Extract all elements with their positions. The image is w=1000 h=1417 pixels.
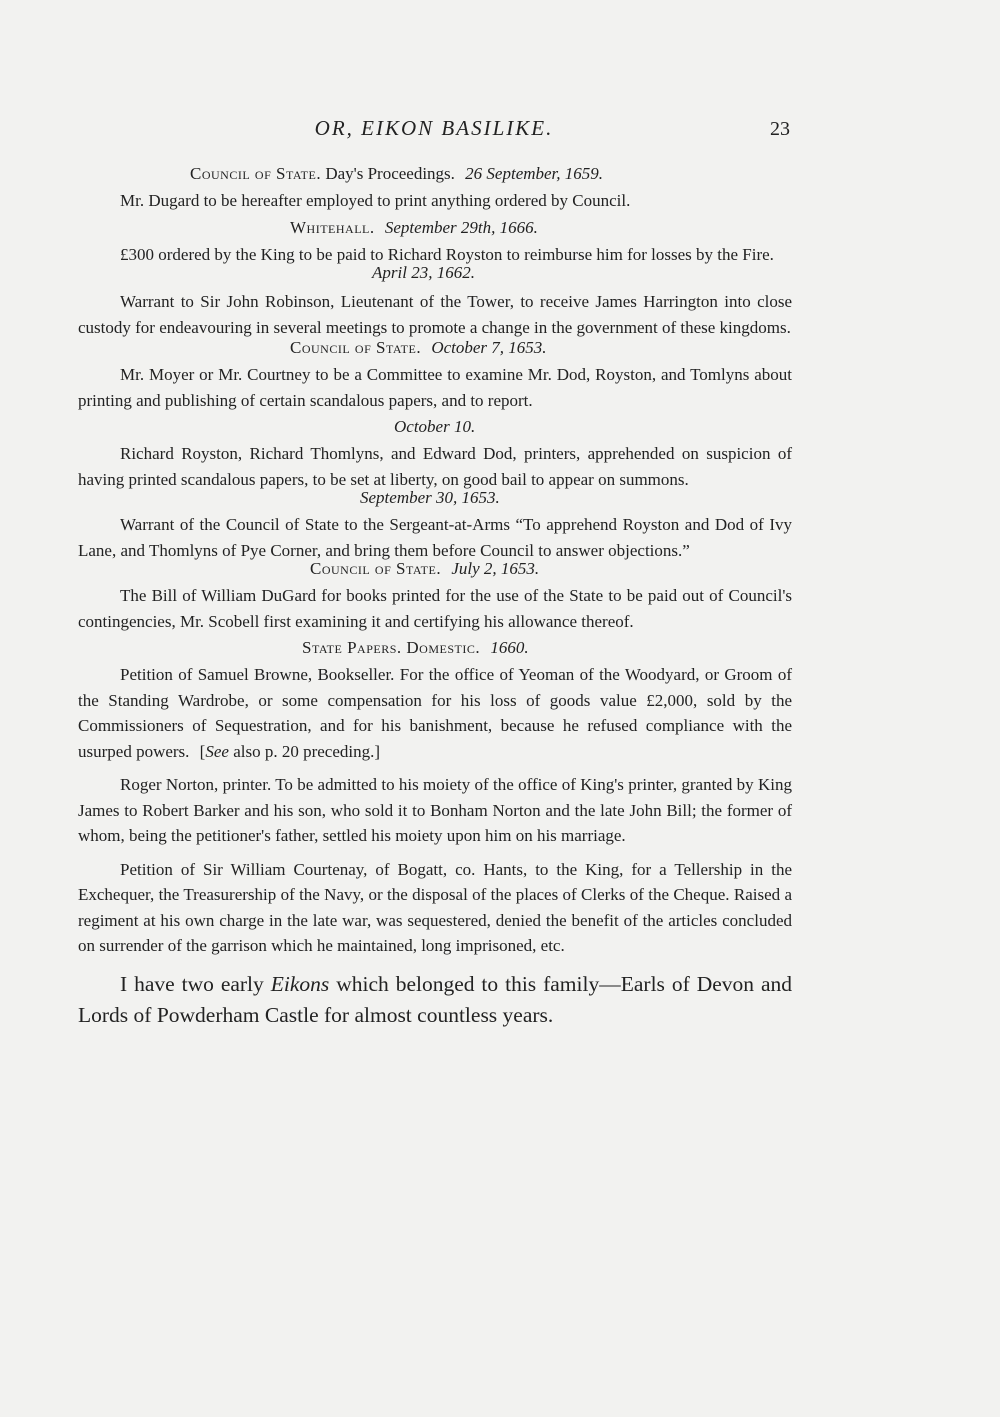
closing-pre: I have two early <box>120 971 271 996</box>
closing-remark <box>78 969 792 1031</box>
heading-date: October 7, 1653. <box>431 338 547 357</box>
entry-heading <box>78 484 792 512</box>
entry-heading <box>78 160 792 188</box>
entry-paragraph <box>78 662 792 764</box>
entry-paragraph: Warrant of the Council of State to the Sergeant-at-Arms “To apprehend Royston and Dod of Ivy Lane, and Thomlyns of Pye Corner, and bring them before Council to answer objections.” <box>78 515 792 560</box>
entry-paragraph: Richard Royston, Richard Thomlyns, and Edward Dod, printers, apprehended on suspicion of having printed scandalous papers, to be set at liberty, on good bail to appear on summons. <box>78 444 792 489</box>
entry-heading <box>78 214 792 242</box>
entry-paragraph: Petition of Sir William Courtenay, of Bogatt, co. Hants, to the King, for a Tellership in the Exchequer, the Treasurership of the Navy, or the disposal of the places of Clerks of the Cheque. Raised a regiment at his own charge in the late war, was sequestered, denied the benefit of the articles concluded on surrender of the garrison which he maintained, long imprisoned, etc. <box>78 859 792 955</box>
heading-source: Council of State. <box>190 164 322 183</box>
entry-paragraph: The Bill of William DuGard for books printed for the use of the State to be paid out of Council's contingencies, Mr. Scobell first examining it and certifying his allowance thereof. <box>78 586 792 631</box>
heading-date: 26 September, 1659. <box>465 164 604 183</box>
entry-heading <box>78 334 792 362</box>
entry-heading <box>78 634 792 662</box>
entry-paragraph: Warrant to Sir John Robinson, Lieutenant of the Tower, to receive James Harrington into close custody for endeavouring in several meetings to promote a change in the government of these kingdoms. <box>78 292 792 337</box>
entry-heading <box>78 413 792 441</box>
entry-paragraph: £300 ordered by the King to be paid to Richard Royston to reimburse him for losses by the Fire. <box>120 244 774 264</box>
heading-date: July 2, 1653. <box>451 559 540 578</box>
running-header <box>78 116 790 146</box>
heading-date: October 10. <box>394 417 476 436</box>
entry-paragraph: Mr. Moyer or Mr. Courtney to be a Committee to examine Mr. Dod, Royston, and Tomlyns about printing and publishing of certain scandalous papers, and to report. <box>78 365 792 410</box>
heading-source: Council of State. <box>310 559 442 578</box>
cross-ref-open: [ <box>199 741 206 761</box>
heading-date: September 29th, 1666. <box>384 217 538 237</box>
closing-italic: Eikons <box>270 971 330 996</box>
heading-date: 1660. <box>490 638 529 657</box>
entry-heading <box>78 259 792 285</box>
heading-source: Whitehall. <box>290 217 375 237</box>
heading-date: September 30, 1653. <box>360 488 500 507</box>
running-title: OR, EIKON BASILIKE. <box>314 116 554 140</box>
paragraph-text: Petition of Samuel Browne, Bookseller. For the office of Yeoman of the Woodyard, or Groom of the Standing Wardrobe, or some compensation for his loss of goods value £2,000, sold by the Commissioners of Sequestration, and for his banishment, because he refused compliance with the usurped powers. <box>78 665 792 761</box>
page-number: 23 <box>770 118 790 140</box>
heading-date: April 23, 1662. <box>372 263 475 282</box>
body-text <box>78 160 792 1031</box>
heading-mid: Day's Proceedings. <box>325 164 455 183</box>
entry-paragraph: Roger Norton, printer. To be admitted to his moiety of the office of King's printer, granted by King James to Robert Barker and his son, who sold it to Bonham Norton and the late John Bill; the former of whom, being the petitioner's father, settled his moiety upon him on his marriage. <box>78 775 792 845</box>
entry-heading <box>78 555 792 583</box>
heading-source: Council of State. <box>290 338 422 357</box>
entry-paragraph: Mr. Dugard to be hereafter employed to print anything ordered by Council. <box>120 191 631 210</box>
cross-reference <box>200 742 380 761</box>
closing-post: which belonged to this family—Earls of Devon and Lords of Powderham Castle for almost countless years. <box>78 971 792 1027</box>
cross-ref-see: See <box>205 741 229 761</box>
heading-source: State Papers. Domestic. <box>302 638 481 657</box>
cross-ref-rest: also p. 20 preceding.] <box>228 741 381 761</box>
